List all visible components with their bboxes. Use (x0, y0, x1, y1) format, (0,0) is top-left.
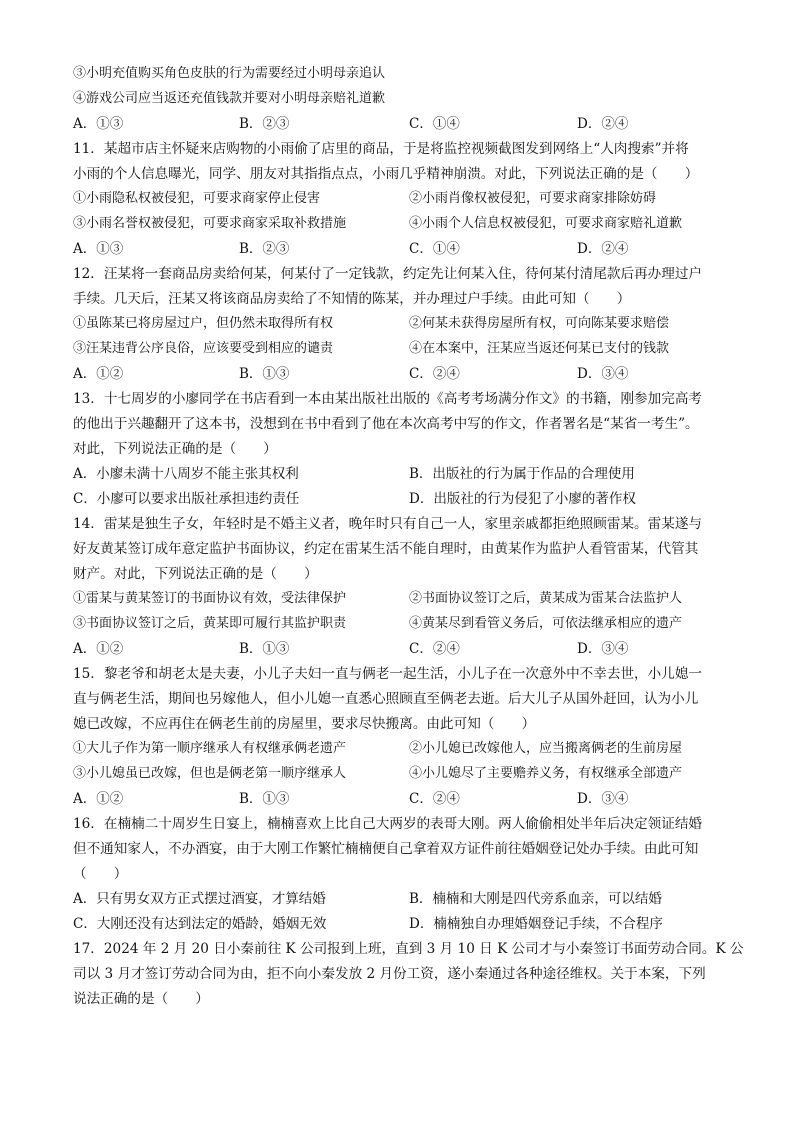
q14-option-2: ②书面协议签订之后，黄某成为雷某合法监护人 (409, 591, 683, 606)
q10-option-4: ④游戏公司应当返还充值钱款并要对小明母亲赔礼道歉 (73, 91, 386, 106)
q11-stem-line-1: 11．某超市店主怀疑来店购物的小雨偷了店里的商品，于是将监控视频截图发到网络上“人肉搜索”并将 (73, 141, 689, 157)
q14-stem-line-1: 14．雷某是独生子女，年轻时是不婚主义者，晚年时只有自己一人，家里亲戚都拒绝照顾雷某。雷某遂与 (73, 516, 703, 532)
q13-stem-line-3: 对此，下列说法正确的是（ ） (73, 441, 277, 457)
q14-option-1: ①雷某与黄某签订的书面协议有效，受法律保护 (73, 591, 347, 606)
q16-choice-c[interactable]: C．大刚还没有达到法定的婚龄，婚姻无效 (73, 916, 327, 932)
q12-option-1: ①虽陈某已将房屋过户，但仍然未取得所有权 (73, 316, 334, 331)
q10-choice-c[interactable]: C．①④ (409, 116, 460, 132)
q12-choice-a[interactable]: A．①② (73, 366, 124, 382)
q16-stem-line-1: 16．在楠楠二十周岁生日宴上，楠楠喜欢上比自己大两岁的表哥大刚。两人偷偷相处半年后决定领证结婚 (73, 816, 703, 832)
q14-choice-c[interactable]: C．②④ (409, 641, 460, 657)
q15-stem-line-2: 直与俩老生活，期间也另嫁他人，但小儿媳一直悉心照顾直至俩老去逝。后大儿子从国外赶回，认为小儿 (73, 691, 699, 707)
q10-choice-d[interactable]: D．②④ (577, 116, 629, 132)
q16-choice-d[interactable]: D．楠楠独自办理婚姻登记手续，不合程序 (409, 916, 663, 932)
q11-option-1: ①小雨隐私权被侵犯，可要求商家停止侵害 (73, 191, 321, 206)
q10-choice-a[interactable]: A．①③ (73, 116, 124, 132)
q11-option-4: ④小雨个人信息权被侵犯，可要求商家赔礼道歉 (409, 216, 683, 231)
q14-choice-a[interactable]: A．①② (73, 641, 124, 657)
q14-choice-d[interactable]: D．③④ (577, 641, 629, 657)
q10-option-3: ③小明充值购买角色皮肤的行为需要经过小明母亲追认 (73, 66, 386, 81)
q12-option-2: ②何某未获得房屋所有权，可向陈某要求赔偿 (409, 316, 670, 331)
q13-stem-line-1: 13．十七周岁的小廖同学在书店看到一本由某出版社出版的《高考考场满分作文》的书籍，刚参加完高考 (73, 391, 703, 407)
q12-stem-line-1: 12．汪某将一套商品房卖给何某，何某付了一定钱款，约定先让何某入住，待何某付清尾款后再办理过户 (73, 266, 703, 282)
q15-choice-a[interactable]: A．①② (73, 791, 124, 807)
q15-choice-c[interactable]: C．②④ (409, 791, 460, 807)
q11-choice-b[interactable]: B．②③ (239, 241, 290, 257)
q11-option-2: ②小雨肖像权被侵犯，可要求商家排除妨碍 (409, 191, 657, 206)
q17-stem-line-1: 17．2024 年 2 月 20 日小秦前往 K 公司报到上班，直到 3 月 10 日 K 公司才与小秦签订书面劳动合同。K 公 (73, 941, 744, 957)
q13-stem-line-2: 的他出于兴趣翻开了这本书，没想到在书中看到了他在本次高考中写的作文，作者署名是“某省一考生”。 (73, 416, 699, 432)
q14-choice-b[interactable]: B．①③ (239, 641, 290, 657)
q11-stem-line-2: 小雨的个人信息曝光，同学、朋友对其指指点点，小雨几乎精神崩溃。对此，下列说法正确的是（ ） (73, 166, 699, 182)
q12-option-4: ④在本案中，汪某应当返还何某已支付的钱款 (409, 341, 670, 356)
q13-choice-b[interactable]: B．出版社的行为属于作品的合理使用 (409, 466, 635, 482)
q13-choice-c[interactable]: C．小廖可以要求出版社承担违约责任 (73, 491, 300, 507)
q13-choice-d[interactable]: D．出版社的行为侵犯了小廖的著作权 (409, 491, 636, 507)
q16-stem-line-2: 但不通知家人，不办酒宴，由于大刚工作繁忙楠楠便自己拿着双方证件前往婚姻登记处办手续。由此可知 (73, 841, 699, 857)
q16-choice-b[interactable]: B．楠楠和大刚是四代旁系血亲，可以结婚 (409, 891, 662, 907)
q14-stem-line-3: 财产。对此，下列说法正确的是（ ） (73, 566, 318, 582)
q17-stem-line-3: 说法正确的是（ ） (73, 991, 209, 1007)
q15-option-4: ④小儿媳尽了主要赡养义务，有权继承全部遗产 (409, 766, 683, 781)
q16-choice-a[interactable]: A．只有男女双方正式摆过酒宴，才算结婚 (73, 891, 326, 907)
q12-option-3: ③汪某违背公序良俗，应该要受到相应的谴责 (73, 341, 334, 356)
q13-choice-a[interactable]: A．小廖未满十八周岁不能主张其权利 (73, 466, 299, 482)
q15-choice-d[interactable]: D．③④ (577, 791, 629, 807)
q15-option-1: ①大儿子作为第一顺序继承人有权继承俩老遗产 (73, 741, 347, 756)
q11-choice-d[interactable]: D．②④ (577, 241, 629, 257)
q15-stem-line-1: 15．黎老爷和胡老太是夫妻，小儿子夫妇一直与俩老一起生活，小儿子在一次意外中不幸去世，小儿媳一 (73, 666, 703, 682)
q15-stem-line-3: 媳已改嫁，不应再住在俩老生前的房屋里，要求尽快搬离。由此可知（ ） (73, 716, 536, 732)
q15-choice-b[interactable]: B．①③ (239, 791, 290, 807)
q11-choice-a[interactable]: A．①③ (73, 241, 124, 257)
q14-stem-line-2: 好友黄某签订成年意定监护书面协议，约定在雷某生活不能自理时，由黄某作为监护人看管雷某，代管其 (73, 541, 699, 557)
q12-choice-c[interactable]: C．②④ (409, 366, 460, 382)
q12-choice-d[interactable]: D．③④ (577, 366, 629, 382)
q11-choice-c[interactable]: C．①④ (409, 241, 460, 257)
q14-option-4: ④黄某尽到看管义务后，可依法继承相应的遗产 (409, 616, 683, 631)
q11-option-3: ③小雨名誉权被侵犯，可要求商家采取补救措施 (73, 216, 347, 231)
q10-choice-b[interactable]: B．②③ (239, 116, 290, 132)
q15-option-3: ③小儿媳虽已改嫁，但也是俩老第一顺序继承人 (73, 766, 347, 781)
q17-stem-line-2: 司以 3 月才签订劳动合同为由，拒不向小秦发放 2 月份工资，遂小秦通过各种途径维权。关于本案，下列 (73, 966, 706, 982)
q16-stem-line-3: （ ） (73, 866, 128, 882)
q15-option-2: ②小儿媳已改嫁他人，应当搬离俩老的生前房屋 (409, 741, 683, 756)
q12-stem-line-2: 手续。几天后，汪某又将该商品房卖给了不知情的陈某，并办理过户手续。由此可知（ ） (73, 291, 631, 307)
q14-option-3: ③书面协议签订之后，黄某即可履行其监护职责 (73, 616, 347, 631)
q12-choice-b[interactable]: B．①③ (239, 366, 290, 382)
